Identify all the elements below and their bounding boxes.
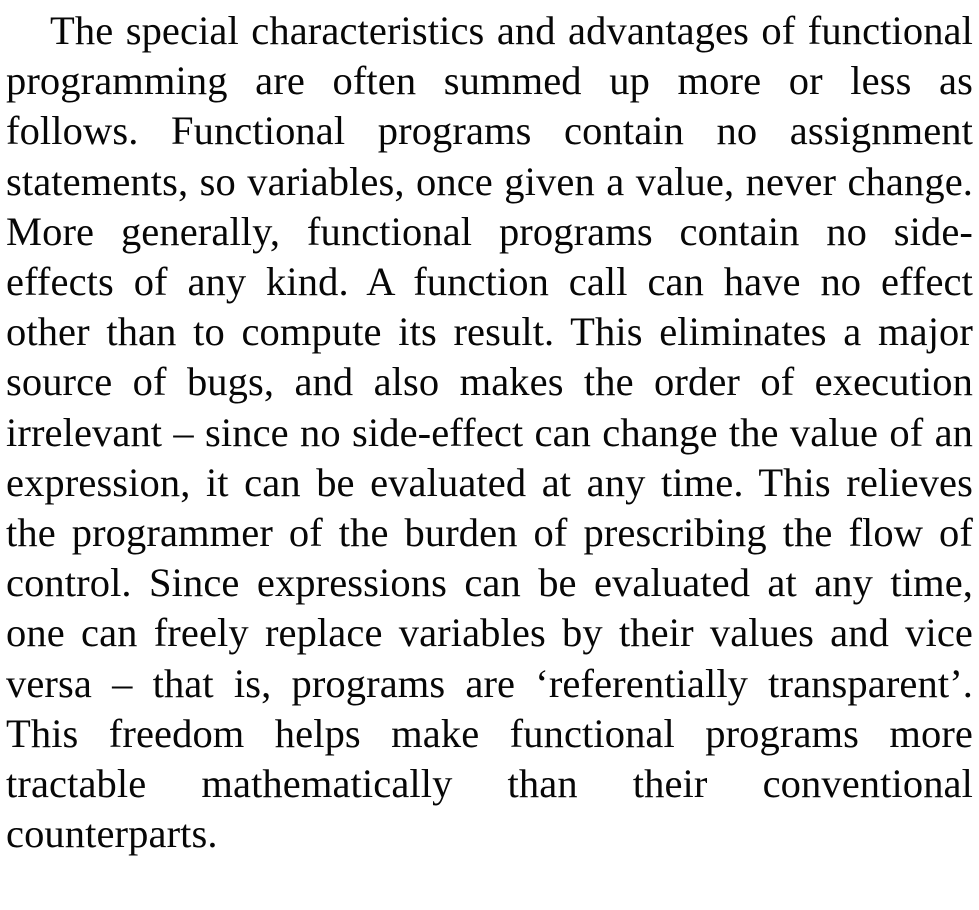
body-paragraph: The special characteristics and advantages of functional programming are often summed up more or less as follows. Functional programs contain no assignment statements, so variables, once given a value, never change. More generally, functional programs contain no side-effects of any kind. A function call can have no effect other than to compute its result. This eliminates a major source of bugs, and also makes the order of execution irrelevant – since no side-effect can change the value of an expression, it can be evaluated at any time. This relieves the programmer of the burden of prescribing the flow of control. Since expressions can be evaluated at any time, one can freely replace variables by their values and vice versa – that is, programs are ‘referentially transparent’. This freedom helps make functional programs more tractable mathematically than their conventional counterparts. (6, 8, 973, 857)
